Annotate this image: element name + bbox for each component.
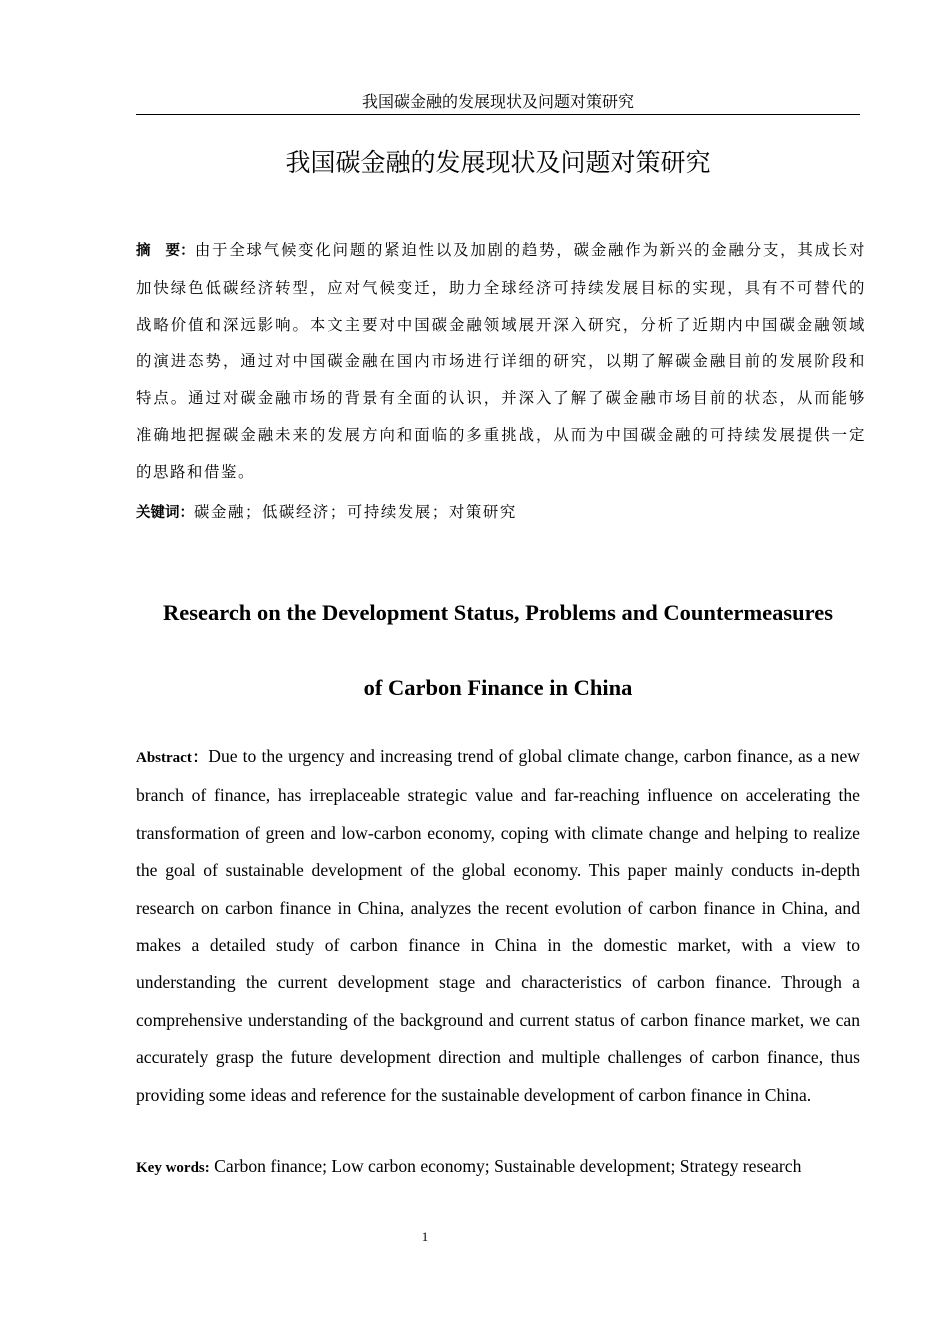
english-title-line-1: Research on the Development Status, Problems and Countermeasures [163, 600, 833, 625]
chinese-keywords-text: 碳金融；低碳经济；可持续发展；对策研究 [194, 503, 517, 521]
running-header [136, 92, 860, 115]
page-number: 1 [421, 1229, 429, 1244]
english-keywords-label: Key words: [136, 1160, 210, 1176]
english-abstract-text: Due to the urgency and increasing trend of global climate change, carbon finance, as a new branch of finance, has irreplaceable strategic value and far-reaching influence on accelerating the transformation of green and low-carbon economy, coping with climate change and helping to realize the goal of sustainable development of the global economy. This paper mainly conducts in-depth research on carbon finance in China, analyzes the recent evolution of carbon finance in China, and makes a detailed study of carbon finance in China in the domestic market, with a view to understanding the current development stage and characteristics of carbon finance. Through a comprehensive understanding of the background and current status of carbon finance market, we can accurately grasp the future development direction and multiple challenges of carbon finance, thus providing some ideas and reference for the sustainable development of carbon finance in China. [136, 746, 860, 1105]
english-abstract-label: Abstract： [136, 750, 209, 766]
english-title-line-2: of Carbon Finance in China [363, 675, 633, 700]
chinese-abstract [136, 232, 866, 491]
english-keywords-text: Carbon finance; Low carbon economy; Sustainable development; Strategy research [214, 1156, 802, 1176]
chinese-abstract-text: 由于全球气候变化问题的紧迫性以及加剧的趋势，碳金融作为新兴的金融分支，其成长对加快绿色低碳经济转型，应对气候变迁，助力全球经济可持续发展目标的实现，具有不可替代的战略价值和深远影响。本文主要对中国碳金融领域展开深入研究，分析了近期内中国碳金融领域的演进态势，通过对中国碳金融在国内市场进行详细的研究，以期了解碳金融目前的发展阶段和特点。通过对碳金融市场的背景有全面的认识，并深入了解了碳金融市场目前的状态，从而能够准确地把握碳金融未来的发展方向和面临的多重挑战，从而为中国碳金融的可持续发展提供一定的思路和借鉴。 [136, 241, 867, 481]
english-abstract [136, 738, 860, 1114]
english-title [120, 575, 876, 725]
chinese-keywords [136, 494, 860, 531]
running-header-title: 我国碳金融的发展现状及问题对策研究 [361, 92, 634, 111]
chinese-title: 我国碳金融的发展现状及问题对策研究 [285, 148, 711, 177]
english-keywords [136, 1149, 876, 1185]
chinese-abstract-label: 摘 要： [136, 243, 195, 259]
chinese-keywords-label: 关键词： [136, 505, 194, 521]
